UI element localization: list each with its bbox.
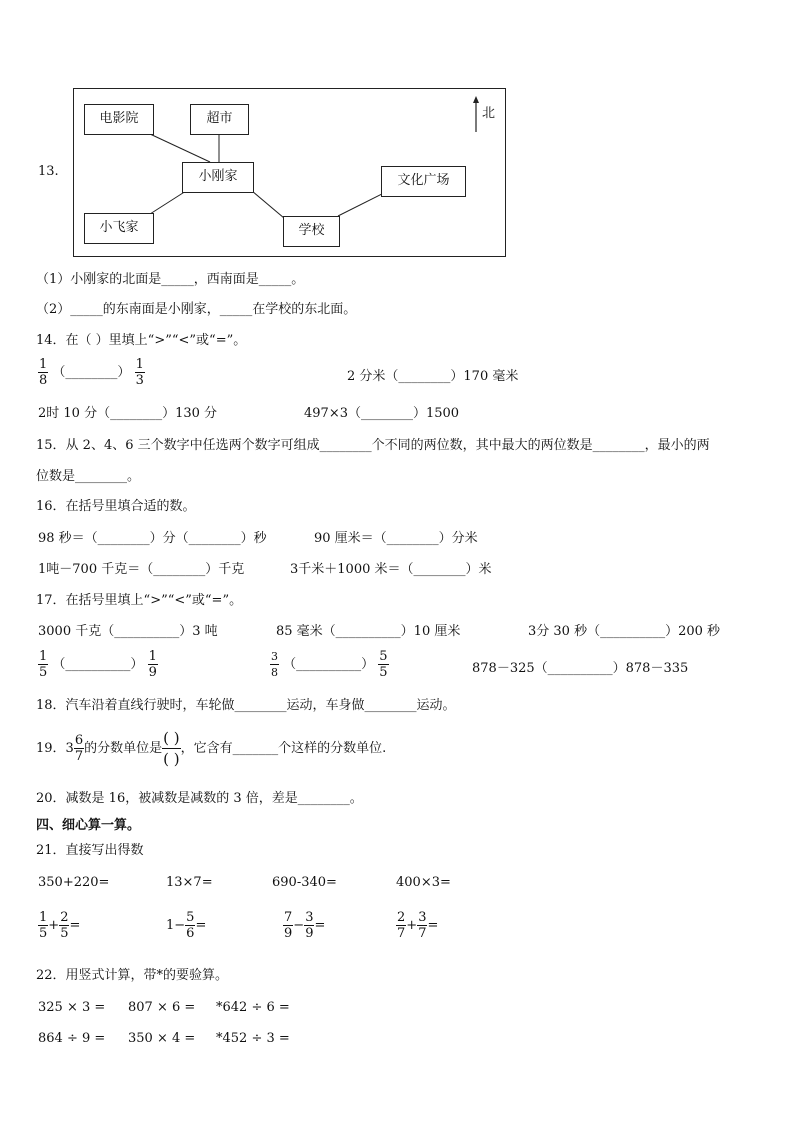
q22-r1-c1: 325 × 3 = — [38, 1000, 106, 1015]
q14-item3: 2时 10 分（________）130 分 — [38, 406, 218, 421]
fraction: $\frac{3}{9}$ — [305, 910, 314, 941]
map-supermarket: 超市 — [190, 104, 249, 135]
q21-r1-c4: 400×3= — [396, 875, 451, 890]
q22-r2-c1: 864 ÷ 9 = — [38, 1031, 106, 1046]
q21-r1-c3: 690-340= — [272, 875, 337, 890]
fraction: $\frac{2}{7}$ — [397, 910, 406, 941]
question-13-number: 13. — [38, 164, 59, 179]
q17-title: 17．在括号里填上“>”“<”或“=”。 — [36, 593, 243, 608]
fraction: $\frac{5}{6}$ — [186, 910, 195, 941]
q17-fraction-compare-2 — [270, 649, 389, 680]
q17-item1: 3000 千克（__________）3 吨 — [38, 624, 218, 639]
answer-fraction-blank[interactable]: $\frac{( )}{( )}$ — [163, 729, 180, 768]
q21-expr-1: $\frac{1}{5}$ + $\frac{2}{5}$ = — [39, 910, 81, 941]
fraction: $\frac{3}{8}$ — [271, 650, 278, 679]
q20-text: 20．减数是 16，被减数是减数的 3 倍，差是________。 — [36, 791, 363, 806]
q21-expr-4: $\frac{2}{7}$ + $\frac{3}{7}$ = — [397, 910, 439, 941]
map-culture-square: 文化广场 — [381, 166, 466, 197]
section-4-heading: 四、细心算一算。 — [36, 818, 141, 833]
q18-text: 18．汽车沿着直线行驶时，车轮做________运动，车身做________运动。 — [36, 698, 456, 713]
fraction: $\frac{6}{7}$ — [74, 733, 84, 764]
q22-r1-c3: *642 ÷ 6 = — [216, 1000, 290, 1015]
fraction: $\frac{1}{9}$ — [148, 649, 157, 680]
q16-item2: 90 厘米＝（________）分米 — [314, 531, 478, 546]
q14-item2: 2 分米（________）170 毫米 — [347, 369, 519, 384]
q21-expr-2: 1− $\frac{5}{6}$ = — [166, 910, 207, 941]
q17-item3: 3分 30 秒（__________）200 秒 — [528, 624, 721, 639]
fraction: $\frac{7}{9}$ — [284, 910, 293, 941]
q15-line1: 15．从 2、4、6 三个数字中任选两个数字可组成________个不同的两位数，其中最大的两位数是________，最小的两 — [36, 438, 710, 453]
q19-line — [36, 728, 386, 769]
fraction: $\frac{1}{8}$ — [39, 357, 48, 388]
answer-blank[interactable]: （__________） — [52, 657, 144, 672]
map-lines — [0, 0, 794, 300]
q13-sub1: （1）小刚家的北面是_____，西南面是_____。 — [36, 272, 305, 287]
q21-r1-c2: 13×7= — [166, 875, 213, 890]
q22-r1-c2: 807 × 6 = — [128, 1000, 196, 1015]
answer-blank[interactable]: （__________） — [283, 657, 375, 672]
q13-sub2: （2）_____的东南面是小刚家，_____在学校的东北面。 — [36, 302, 357, 317]
q19-mid: 的分数单位是 — [84, 741, 163, 756]
map-xiaogang-home: 小刚家 — [182, 162, 254, 193]
q17-item6: 878－325（__________）878－335 — [472, 661, 689, 676]
q16-item1: 98 秒＝（________）分（________）秒 — [38, 531, 267, 546]
map-north-label: 北 — [482, 106, 496, 121]
q14-title: 14．在（ ）里填上“>”“<”或“=”。 — [36, 333, 247, 348]
q14-fraction-compare — [38, 357, 145, 388]
fraction: $\frac{1}{5}$ — [39, 649, 48, 680]
fraction: $\frac{1}{5}$ — [39, 910, 48, 941]
q21-r1-c1: 350+220= — [38, 875, 110, 890]
answer-blank[interactable]: （________） — [52, 365, 131, 380]
q16-title: 16．在括号里填合适的数。 — [36, 499, 196, 514]
q21-expr-3: $\frac{7}{9}$ − $\frac{3}{9}$ = — [284, 910, 326, 941]
q14-item4: 497×3（________）1500 — [304, 406, 460, 421]
q16-item3: 1吨－700 千克＝（________）千克 — [38, 562, 245, 577]
fraction: $\frac{2}{5}$ — [60, 910, 69, 941]
map-xiaofei-home: 小飞家 — [84, 213, 154, 244]
q21-title: 21．直接写出得数 — [36, 843, 144, 858]
q15-line2: 位数是________。 — [36, 469, 141, 484]
map-school: 学校 — [283, 216, 340, 247]
q16-item4: 3千米＋1000 米＝（________）米 — [290, 562, 492, 577]
fraction: $\frac{5}{5}$ — [379, 649, 388, 680]
q22-r2-c3: *452 ÷ 3 = — [216, 1031, 290, 1046]
fraction: $\frac{1}{3}$ — [135, 357, 144, 388]
q22-r2-c2: 350 × 4 = — [128, 1031, 196, 1046]
q22-title: 22．用竖式计算，带*的要验算。 — [36, 968, 229, 983]
q17-item2: 85 毫米（__________）10 厘米 — [276, 624, 461, 639]
map-cinema: 电影院 — [84, 104, 154, 135]
q17-fraction-compare-1 — [38, 649, 158, 680]
q19-prefix: 19．3 — [36, 741, 74, 756]
fraction: $\frac{3}{7}$ — [418, 910, 427, 941]
q19-suffix: ，它含有_______个这样的分数单位. — [180, 741, 387, 756]
